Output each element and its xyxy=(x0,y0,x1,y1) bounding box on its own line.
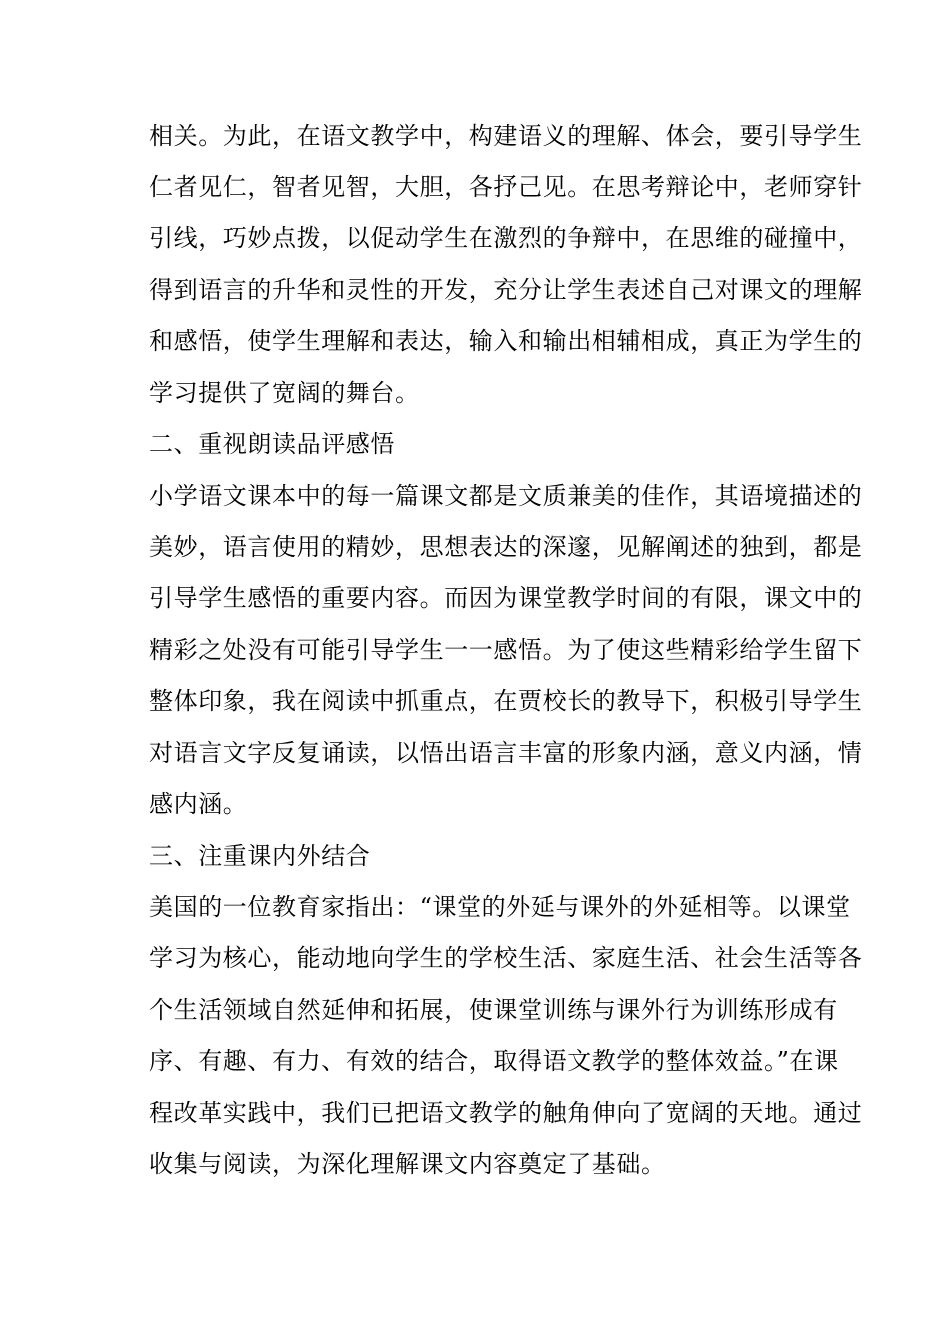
text-line: 得到语言的升华和灵性的开发，充分让学生表述自己对课文的理解 xyxy=(149,276,863,304)
text-line: 和感悟，使学生理解和表达，输入和输出相辅相成，真正为学生的 xyxy=(149,327,863,355)
text-line: 程改革实践中，我们已把语文教学的触角伸向了宽阔的天地。通过 xyxy=(149,1099,863,1127)
text-line: 对语言文字反复诵读，以悟出语言丰富的形象内涵，意义内涵，情 xyxy=(149,739,863,767)
text-line: 美妙，语言使用的精妙，思想表达的深邃，见解阐述的独到，都是 xyxy=(149,533,863,561)
text-line: 感内涵。 xyxy=(149,790,248,818)
text-line: 引线，巧妙点拨，以促动学生在激烈的争辩中，在思维的碰撞中， xyxy=(149,224,863,252)
text-line: 仁者见仁，智者见智，大胆，各抒己见。在思考辩论中，老师穿针 xyxy=(149,173,863,201)
text-line: 学习提供了宽阔的舞台。 xyxy=(149,379,420,407)
text-line: 小学语文课本中的每一篇课文都是文质兼美的佳作，其语境描述的 xyxy=(149,482,863,510)
text-line: 学习为核心，能动地向学生的学校生活、家庭生活、社会生活等各 xyxy=(149,944,863,972)
section-heading: 三、注重课内外结合 xyxy=(149,842,371,870)
text-line: 整体印象，我在阅读中抓重点，在贾校长的教导下，积极引导学生 xyxy=(149,687,863,715)
text-line: 美国的一位教育家指出：“课堂的外延与课外的外延相等。以课堂 xyxy=(149,893,851,921)
text-line: 精彩之处没有可能引导学生一一感悟。为了使这些精彩给学生留下 xyxy=(149,636,863,664)
text-line: 相关。为此，在语文教学中，构建语义的理解、体会，要引导学生 xyxy=(149,122,863,150)
text-line: 引导学生感悟的重要内容。而因为课堂教学时间的有限，课文中的 xyxy=(149,584,863,612)
text-line: 序、有趣、有力、有效的结合，取得语文教学的整体效益。”在课 xyxy=(149,1047,839,1075)
text-line: 收集与阅读，为深化理解课文内容奠定了基础。 xyxy=(149,1150,666,1178)
section-heading: 二、重视朗读品评感悟 xyxy=(149,430,395,458)
text-line: 个生活领域自然延伸和拓展，使课堂训练与课外行为训练形成有 xyxy=(149,996,838,1024)
